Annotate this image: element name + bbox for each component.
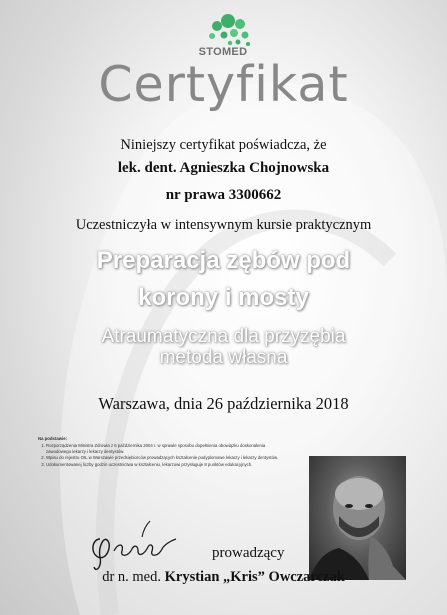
footnotes-title: Na podstawie: <box>38 436 68 441</box>
place-and-date: Warszawa, dnia 26 października 2018 <box>98 394 349 413</box>
course-subtitle-line-1: Atraumatyczna dla przyzębia <box>101 326 346 347</box>
participation-text: Uczestniczyła w intensywnym kursie praktycznym <box>75 217 372 233</box>
course-subtitle-line-2: metoda własna <box>159 347 288 368</box>
course-title-line-1: Preparacja zębów pod <box>96 247 351 274</box>
portrait-icon <box>309 456 406 580</box>
legal-footnotes <box>38 436 288 468</box>
footnote-item: 3. Udokumentowanej liczby godzin uczestnictwa w kształceniu, lekarzowi przysługuje 8 punktów edukacyjnych. <box>46 462 288 467</box>
intro-text: Niniejszy certyfikat poświadcza, że <box>120 137 327 153</box>
instructor-photo <box>309 456 406 580</box>
logo-dots-icon <box>188 12 258 48</box>
signer-title: dr n. med. <box>102 569 165 585</box>
footnote-item: 2. Wpisu do rejestru OIL w Warszawie przedsiębiorców prowadzących kształcenie podyplomowe lekarzy i lekarzy dentystów. <box>46 455 288 460</box>
course-title-line-2: korony i mosty <box>138 284 309 311</box>
certificate-heading: Certyfikat <box>98 56 349 113</box>
signer-name: Krystian „Kris” Owczarczak <box>164 569 345 585</box>
footnote-item: 1. Rozporządzenia Ministra Zdrowia z 6 października 2004 r. w sprawie sposobu dopełnienia obowiązku doskonalenia zawodowego lekarzy i lekarzy dentystów. <box>46 443 288 454</box>
footnotes-list <box>38 443 288 467</box>
logo-text: STOMED <box>198 46 248 58</box>
role-label: prowadzący <box>212 545 285 561</box>
signer-line <box>0 569 447 586</box>
license-number: nr prawa 3300662 <box>165 187 282 203</box>
signature-image <box>86 517 186 573</box>
recipient-name: lek. dent. Agnieszka Chojnowska <box>117 160 330 176</box>
